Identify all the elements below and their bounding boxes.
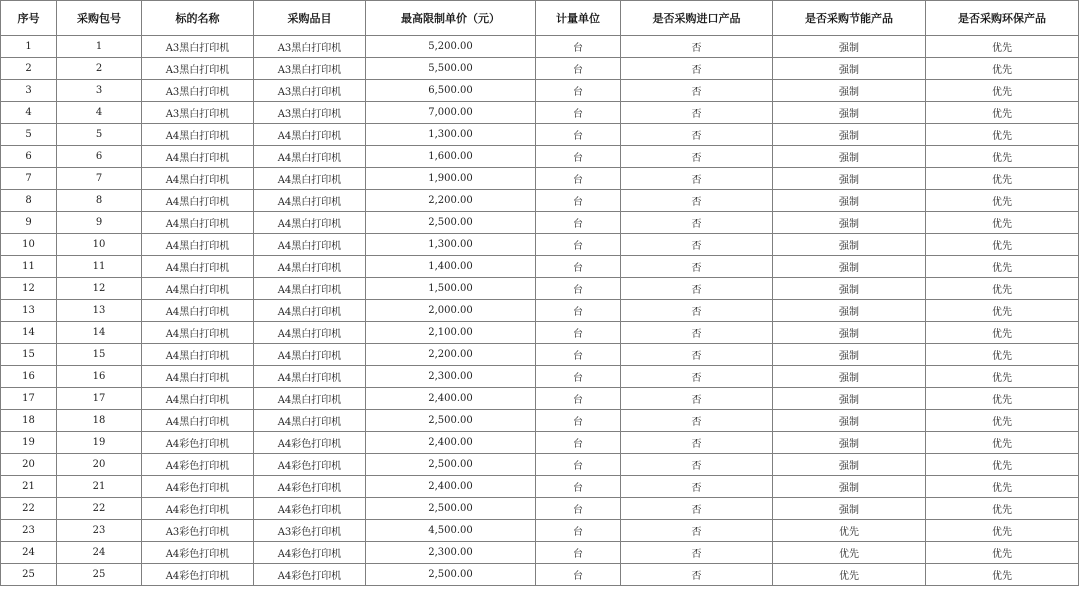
cell-imported: 否: [621, 80, 773, 102]
cell-eco-friendly: 优先: [926, 564, 1079, 586]
cell-max-unit-price: 2,300.00: [366, 542, 536, 564]
cell-energy-saving: 强制: [773, 432, 926, 454]
cell-index: 20: [1, 454, 57, 476]
table-row: [1, 564, 1079, 586]
cell-imported: 否: [621, 234, 773, 256]
cell-imported: 否: [621, 212, 773, 234]
cell-unit: 台: [536, 168, 621, 190]
cell-max-unit-price: 2,500.00: [366, 212, 536, 234]
cell-index: 5: [1, 124, 57, 146]
cell-energy-saving: 强制: [773, 344, 926, 366]
cell-index: 23: [1, 520, 57, 542]
cell-category: A4黑白打印机: [254, 388, 366, 410]
cell-imported: 否: [621, 36, 773, 58]
cell-index: 2: [1, 58, 57, 80]
cell-unit: 台: [536, 520, 621, 542]
cell-index: 17: [1, 388, 57, 410]
cell-unit: 台: [536, 212, 621, 234]
col-header-max-unit-price: 最高限制单价（元）: [366, 1, 536, 36]
col-header-imported: 是否采购进口产品: [621, 1, 773, 36]
col-header-package-no: 采购包号: [57, 1, 142, 36]
cell-energy-saving: 强制: [773, 234, 926, 256]
cell-item-name: A4黑白打印机: [142, 190, 254, 212]
cell-package-no: 16: [57, 366, 142, 388]
table-row: [1, 410, 1079, 432]
cell-package-no: 7: [57, 168, 142, 190]
cell-eco-friendly: 优先: [926, 212, 1079, 234]
cell-imported: 否: [621, 344, 773, 366]
cell-category: A4黑白打印机: [254, 234, 366, 256]
cell-category: A4彩色打印机: [254, 454, 366, 476]
cell-eco-friendly: 优先: [926, 124, 1079, 146]
cell-unit: 台: [536, 58, 621, 80]
cell-unit: 台: [536, 146, 621, 168]
cell-package-no: 2: [57, 58, 142, 80]
col-header-index: 序号: [1, 1, 57, 36]
cell-energy-saving: 强制: [773, 146, 926, 168]
cell-index: 1: [1, 36, 57, 58]
cell-index: 6: [1, 146, 57, 168]
cell-index: 19: [1, 432, 57, 454]
cell-energy-saving: 强制: [773, 80, 926, 102]
table-header-row: [1, 1, 1079, 36]
cell-unit: 台: [536, 234, 621, 256]
cell-energy-saving: 强制: [773, 212, 926, 234]
col-header-unit: 计量单位: [536, 1, 621, 36]
cell-eco-friendly: 优先: [926, 432, 1079, 454]
cell-index: 24: [1, 542, 57, 564]
cell-index: 13: [1, 300, 57, 322]
cell-item-name: A4彩色打印机: [142, 542, 254, 564]
cell-item-name: A3彩色打印机: [142, 520, 254, 542]
cell-item-name: A4黑白打印机: [142, 322, 254, 344]
table-row: [1, 124, 1079, 146]
cell-max-unit-price: 1,500.00: [366, 278, 536, 300]
cell-package-no: 24: [57, 542, 142, 564]
cell-unit: 台: [536, 190, 621, 212]
cell-item-name: A4黑白打印机: [142, 256, 254, 278]
cell-item-name: A4黑白打印机: [142, 410, 254, 432]
cell-package-no: 12: [57, 278, 142, 300]
cell-package-no: 10: [57, 234, 142, 256]
cell-max-unit-price: 2,500.00: [366, 564, 536, 586]
cell-energy-saving: 强制: [773, 36, 926, 58]
cell-item-name: A4黑白打印机: [142, 344, 254, 366]
cell-eco-friendly: 优先: [926, 278, 1079, 300]
cell-imported: 否: [621, 256, 773, 278]
cell-category: A4黑白打印机: [254, 124, 366, 146]
cell-package-no: 13: [57, 300, 142, 322]
table-row: [1, 322, 1079, 344]
cell-imported: 否: [621, 520, 773, 542]
table-row: [1, 190, 1079, 212]
cell-category: A3黑白打印机: [254, 58, 366, 80]
table-row: [1, 366, 1079, 388]
cell-package-no: 20: [57, 454, 142, 476]
cell-unit: 台: [536, 124, 621, 146]
cell-category: A4黑白打印机: [254, 410, 366, 432]
cell-index: 16: [1, 366, 57, 388]
cell-imported: 否: [621, 322, 773, 344]
cell-category: A4彩色打印机: [254, 564, 366, 586]
cell-eco-friendly: 优先: [926, 454, 1079, 476]
cell-max-unit-price: 5,500.00: [366, 58, 536, 80]
cell-max-unit-price: 4,500.00: [366, 520, 536, 542]
cell-unit: 台: [536, 36, 621, 58]
cell-index: 18: [1, 410, 57, 432]
cell-index: 25: [1, 564, 57, 586]
cell-unit: 台: [536, 432, 621, 454]
cell-unit: 台: [536, 322, 621, 344]
cell-energy-saving: 强制: [773, 256, 926, 278]
cell-max-unit-price: 2,500.00: [366, 410, 536, 432]
cell-energy-saving: 强制: [773, 498, 926, 520]
table-body: [1, 36, 1079, 586]
cell-eco-friendly: 优先: [926, 542, 1079, 564]
cell-category: A4黑白打印机: [254, 190, 366, 212]
cell-max-unit-price: 2,200.00: [366, 190, 536, 212]
cell-eco-friendly: 优先: [926, 234, 1079, 256]
cell-item-name: A4黑白打印机: [142, 278, 254, 300]
cell-category: A3黑白打印机: [254, 36, 366, 58]
cell-imported: 否: [621, 476, 773, 498]
cell-energy-saving: 强制: [773, 124, 926, 146]
cell-unit: 台: [536, 256, 621, 278]
cell-index: 22: [1, 498, 57, 520]
cell-item-name: A4黑白打印机: [142, 300, 254, 322]
cell-imported: 否: [621, 366, 773, 388]
cell-category: A3彩色打印机: [254, 520, 366, 542]
cell-imported: 否: [621, 454, 773, 476]
cell-imported: 否: [621, 388, 773, 410]
cell-eco-friendly: 优先: [926, 498, 1079, 520]
cell-category: A4彩色打印机: [254, 432, 366, 454]
cell-index: 3: [1, 80, 57, 102]
table-row: [1, 454, 1079, 476]
cell-category: A4彩色打印机: [254, 542, 366, 564]
cell-max-unit-price: 1,400.00: [366, 256, 536, 278]
table-row: [1, 432, 1079, 454]
cell-item-name: A4彩色打印机: [142, 498, 254, 520]
cell-category: A3黑白打印机: [254, 102, 366, 124]
cell-eco-friendly: 优先: [926, 58, 1079, 80]
cell-unit: 台: [536, 80, 621, 102]
cell-eco-friendly: 优先: [926, 256, 1079, 278]
cell-package-no: 5: [57, 124, 142, 146]
cell-max-unit-price: 2,400.00: [366, 476, 536, 498]
cell-unit: 台: [536, 498, 621, 520]
col-header-category: 采购品目: [254, 1, 366, 36]
cell-max-unit-price: 1,300.00: [366, 234, 536, 256]
cell-eco-friendly: 优先: [926, 300, 1079, 322]
table-row: [1, 344, 1079, 366]
cell-index: 10: [1, 234, 57, 256]
cell-eco-friendly: 优先: [926, 476, 1079, 498]
cell-max-unit-price: 1,300.00: [366, 124, 536, 146]
cell-max-unit-price: 2,400.00: [366, 388, 536, 410]
cell-energy-saving: 强制: [773, 410, 926, 432]
cell-item-name: A4黑白打印机: [142, 388, 254, 410]
cell-unit: 台: [536, 278, 621, 300]
cell-item-name: A4彩色打印机: [142, 476, 254, 498]
cell-energy-saving: 强制: [773, 322, 926, 344]
cell-eco-friendly: 优先: [926, 168, 1079, 190]
cell-energy-saving: 强制: [773, 366, 926, 388]
cell-max-unit-price: 2,300.00: [366, 366, 536, 388]
cell-energy-saving: 强制: [773, 190, 926, 212]
cell-energy-saving: 优先: [773, 520, 926, 542]
cell-energy-saving: 强制: [773, 476, 926, 498]
cell-item-name: A4彩色打印机: [142, 564, 254, 586]
cell-category: A4黑白打印机: [254, 344, 366, 366]
cell-package-no: 14: [57, 322, 142, 344]
cell-category: A4黑白打印机: [254, 146, 366, 168]
cell-imported: 否: [621, 168, 773, 190]
cell-package-no: 6: [57, 146, 142, 168]
cell-category: A4黑白打印机: [254, 300, 366, 322]
cell-item-name: A3黑白打印机: [142, 36, 254, 58]
cell-imported: 否: [621, 564, 773, 586]
cell-index: 15: [1, 344, 57, 366]
table-row: [1, 520, 1079, 542]
cell-unit: 台: [536, 102, 621, 124]
cell-imported: 否: [621, 432, 773, 454]
cell-package-no: 1: [57, 36, 142, 58]
cell-energy-saving: 强制: [773, 454, 926, 476]
cell-energy-saving: 强制: [773, 278, 926, 300]
cell-eco-friendly: 优先: [926, 102, 1079, 124]
cell-eco-friendly: 优先: [926, 344, 1079, 366]
cell-energy-saving: 优先: [773, 564, 926, 586]
cell-eco-friendly: 优先: [926, 190, 1079, 212]
cell-eco-friendly: 优先: [926, 80, 1079, 102]
table-row: [1, 278, 1079, 300]
cell-index: 12: [1, 278, 57, 300]
cell-category: A4黑白打印机: [254, 278, 366, 300]
cell-package-no: 22: [57, 498, 142, 520]
cell-energy-saving: 强制: [773, 300, 926, 322]
cell-package-no: 15: [57, 344, 142, 366]
table-row: [1, 476, 1079, 498]
cell-package-no: 17: [57, 388, 142, 410]
cell-imported: 否: [621, 300, 773, 322]
cell-category: A3黑白打印机: [254, 80, 366, 102]
table-row: [1, 300, 1079, 322]
table-row: [1, 80, 1079, 102]
cell-unit: 台: [536, 344, 621, 366]
table-row: [1, 542, 1079, 564]
cell-energy-saving: 强制: [773, 102, 926, 124]
cell-item-name: A3黑白打印机: [142, 80, 254, 102]
col-header-item-name: 标的名称: [142, 1, 254, 36]
cell-imported: 否: [621, 124, 773, 146]
table-row: [1, 498, 1079, 520]
cell-package-no: 9: [57, 212, 142, 234]
cell-imported: 否: [621, 278, 773, 300]
cell-imported: 否: [621, 146, 773, 168]
cell-energy-saving: 优先: [773, 542, 926, 564]
cell-eco-friendly: 优先: [926, 410, 1079, 432]
cell-item-name: A4黑白打印机: [142, 234, 254, 256]
cell-max-unit-price: 2,000.00: [366, 300, 536, 322]
cell-item-name: A4黑白打印机: [142, 366, 254, 388]
cell-item-name: A4黑白打印机: [142, 146, 254, 168]
cell-imported: 否: [621, 498, 773, 520]
cell-eco-friendly: 优先: [926, 388, 1079, 410]
cell-energy-saving: 强制: [773, 58, 926, 80]
cell-imported: 否: [621, 102, 773, 124]
cell-package-no: 19: [57, 432, 142, 454]
cell-index: 11: [1, 256, 57, 278]
cell-index: 7: [1, 168, 57, 190]
cell-unit: 台: [536, 366, 621, 388]
cell-package-no: 23: [57, 520, 142, 542]
cell-max-unit-price: 2,100.00: [366, 322, 536, 344]
cell-unit: 台: [536, 476, 621, 498]
cell-max-unit-price: 2,400.00: [366, 432, 536, 454]
cell-package-no: 25: [57, 564, 142, 586]
cell-energy-saving: 强制: [773, 388, 926, 410]
cell-unit: 台: [536, 410, 621, 432]
cell-package-no: 18: [57, 410, 142, 432]
cell-max-unit-price: 6,500.00: [366, 80, 536, 102]
cell-index: 9: [1, 212, 57, 234]
table-row: [1, 388, 1079, 410]
cell-max-unit-price: 7,000.00: [366, 102, 536, 124]
table-row: [1, 146, 1079, 168]
cell-item-name: A4彩色打印机: [142, 454, 254, 476]
cell-max-unit-price: 1,900.00: [366, 168, 536, 190]
cell-unit: 台: [536, 454, 621, 476]
cell-imported: 否: [621, 410, 773, 432]
cell-eco-friendly: 优先: [926, 366, 1079, 388]
cell-item-name: A4黑白打印机: [142, 212, 254, 234]
cell-imported: 否: [621, 542, 773, 564]
cell-item-name: A4黑白打印机: [142, 124, 254, 146]
cell-package-no: 4: [57, 102, 142, 124]
cell-package-no: 11: [57, 256, 142, 278]
table-row: [1, 212, 1079, 234]
cell-max-unit-price: 2,500.00: [366, 454, 536, 476]
col-header-eco-friendly: 是否采购环保产品: [926, 1, 1079, 36]
cell-max-unit-price: 2,500.00: [366, 498, 536, 520]
cell-category: A4黑白打印机: [254, 168, 366, 190]
cell-unit: 台: [536, 300, 621, 322]
cell-eco-friendly: 优先: [926, 36, 1079, 58]
table-row: [1, 36, 1079, 58]
cell-max-unit-price: 2,200.00: [366, 344, 536, 366]
table-row: [1, 168, 1079, 190]
cell-item-name: A3黑白打印机: [142, 58, 254, 80]
cell-max-unit-price: 1,600.00: [366, 146, 536, 168]
cell-category: A4黑白打印机: [254, 256, 366, 278]
cell-category: A4黑白打印机: [254, 322, 366, 344]
col-header-energy-saving: 是否采购节能产品: [773, 1, 926, 36]
cell-category: A4彩色打印机: [254, 476, 366, 498]
table-row: [1, 234, 1079, 256]
cell-index: 21: [1, 476, 57, 498]
cell-eco-friendly: 优先: [926, 322, 1079, 344]
cell-eco-friendly: 优先: [926, 146, 1079, 168]
table-row: [1, 58, 1079, 80]
cell-imported: 否: [621, 58, 773, 80]
cell-item-name: A4彩色打印机: [142, 432, 254, 454]
table-row: [1, 102, 1079, 124]
cell-item-name: A3黑白打印机: [142, 102, 254, 124]
cell-category: A4彩色打印机: [254, 498, 366, 520]
cell-category: A4黑白打印机: [254, 212, 366, 234]
cell-item-name: A4黑白打印机: [142, 168, 254, 190]
cell-index: 14: [1, 322, 57, 344]
cell-max-unit-price: 5,200.00: [366, 36, 536, 58]
cell-energy-saving: 强制: [773, 168, 926, 190]
cell-package-no: 21: [57, 476, 142, 498]
cell-package-no: 8: [57, 190, 142, 212]
cell-index: 8: [1, 190, 57, 212]
table-row: [1, 256, 1079, 278]
cell-index: 4: [1, 102, 57, 124]
cell-unit: 台: [536, 542, 621, 564]
cell-unit: 台: [536, 388, 621, 410]
cell-imported: 否: [621, 190, 773, 212]
cell-eco-friendly: 优先: [926, 520, 1079, 542]
cell-package-no: 3: [57, 80, 142, 102]
cell-unit: 台: [536, 564, 621, 586]
cell-category: A4黑白打印机: [254, 366, 366, 388]
